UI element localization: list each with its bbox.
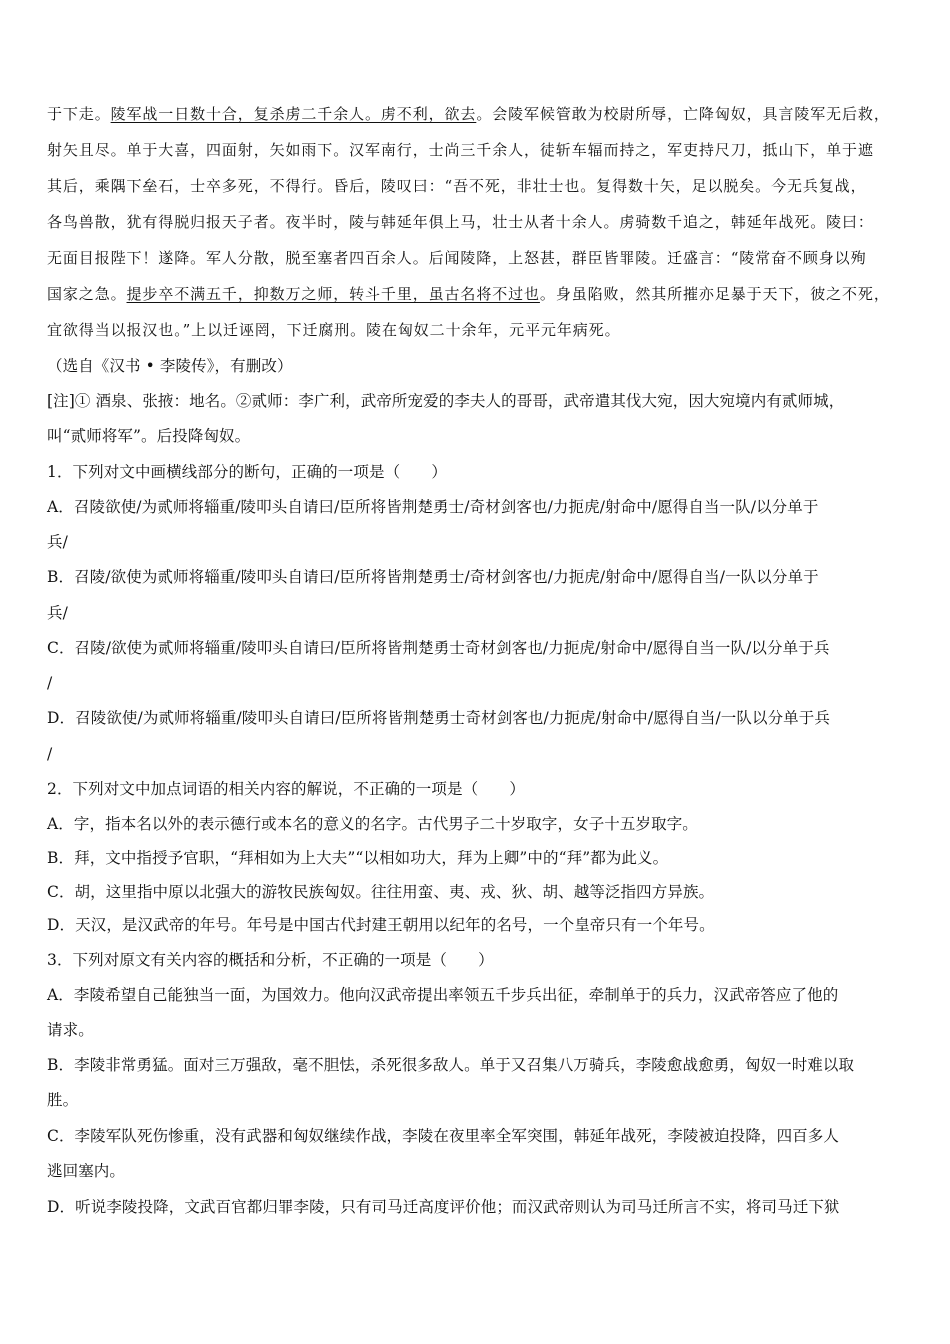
q2-option-b: B．拜，文中指授予官职，“拜相如为上大夫”“以相如功大，拜为上卿”中的“拜”都为此义。 <box>47 849 669 867</box>
passage-line-2: 射矢且尽。单于大喜，四面射，矢如雨下。汉军南行，士尚三千余人，徒斩车辐而持之，军吏持尺刀，抵山下，单于遮 <box>47 141 874 159</box>
underlined-sentence: 提步卒不满五千，抑数万之师，转斗千里，虽古名将不过也 <box>126 285 540 303</box>
note-line-2: 叫“贰师将军”。后投降匈奴。 <box>47 427 251 445</box>
q1-option-d: D．召陵欲使/为贰师将辎重/陵叩头自请曰/臣所将皆荆楚勇士奇材剑客也/力扼虎/射命中/愿得自当/一队以分单于兵 <box>47 709 830 727</box>
q3-option-c-cont: 逃回塞内。 <box>47 1162 126 1180</box>
q3-option-a: A．李陵希望自己能独当一面，为国效力。他向汉武帝提出率领五千步兵出征，牵制单于的兵力，汉武帝答应了他的 <box>47 986 839 1004</box>
passage-line-7: 宜欲得当以报汉也。”上以迁诬罔，下迁腐刑。陵在匈奴二十余年，元平元年病死。 <box>47 321 621 339</box>
q3-option-c: C．李陵军队死伤惨重，没有武器和匈奴继续作战，李陵在夜里率全军突围，韩延年战死，李陵被迫投降，四百多人 <box>47 1127 839 1145</box>
q3-option-b-cont: 胜。 <box>47 1091 79 1109</box>
q3-option-b: B．李陵非常勇猛。面对三万强敌，毫不胆怯，杀死很多敌人。单于又召集八万骑兵，李陵愈战愈勇，匈奴一时难以取 <box>47 1056 855 1074</box>
underlined-sentence: 陵军战一日数十合，复杀虏二千余人。虏不利，欲去 <box>110 105 477 123</box>
q1-option-a-cont: 兵/ <box>47 533 68 551</box>
q3-option-a-cont: 请求。 <box>47 1021 94 1039</box>
question-2-stem: 2．下列对文中加点词语的相关内容的解说，不正确的一项是（ ） <box>47 780 525 798</box>
passage-line-3: 其后，乘隅下垒石，士卒多死，不得行。昏后，陵叹曰：“吾不死，非壮士也。复得数十矢，足以脱矣。今无兵复战， <box>47 177 867 195</box>
question-3-stem: 3．下列对原文有关内容的概括和分析，不正确的一项是（ ） <box>47 951 494 969</box>
source-citation: （选自《汉书 • 李陵传》，有删改） <box>47 357 293 375</box>
q1-option-b: B．召陵/欲使为贰师将辎重/陵叩头自请曰/臣所将皆荆楚勇士/奇材剑客也/力扼虎/射命中/愿得自当/一队以分单于 <box>47 568 819 586</box>
q2-option-a: A．字，指本名以外的表示德行或本名的意义的名字。古代男子二十岁取字，女子十五岁取字。 <box>47 815 698 833</box>
q2-option-c: C．胡，这里指中原以北强大的游牧民族匈奴。往往用蛮、夷、戎、狄、胡、越等泛指四方异族。 <box>47 883 715 901</box>
passage-line-4: 各鸟兽散，犹有得脱归报天子者。夜半时，陵与韩延年俱上马，壮士从者十余人。虏骑数千追之，韩延年战死。陵曰： <box>47 213 874 231</box>
passage-line-6 <box>47 284 907 304</box>
passage-text: 国家之急。 <box>47 285 127 303</box>
q1-option-c: C．召陵/欲使为贰师将辎重/陵叩头自请曰/臣所将皆荆楚勇士奇材剑客也/力扼虎/射命中/愿得自当一队/以分单于兵 <box>47 639 830 657</box>
q3-option-d: D．听说李陵投降，文武百官都归罪李陵，只有司马迁高度评价他；而汉武帝则认为司马迁所言不实，将司马迁下狱 <box>47 1198 840 1216</box>
q1-option-b-cont: 兵/ <box>47 604 68 622</box>
q1-option-c-cont: / <box>47 674 53 692</box>
passage-line-5: 无面目报陛下！遂降。军人分散，脱至塞者四百余人。后闻陵降，上怒甚，群臣皆罪陵。迁盛言：“陵常奋不顾身以殉 <box>47 249 867 267</box>
question-1-stem: 1．下列对文中画横线部分的断句，正确的一项是（ ） <box>47 463 447 481</box>
passage-text: 。身虽陷败，然其所摧亦足暴于天下，彼之不死， <box>539 285 890 303</box>
passage-line-1 <box>47 104 907 124</box>
passage-text: 。会陵军候管敢为校尉所辱，亡降匈奴，具言陵军无后救， <box>476 105 890 123</box>
q1-option-d-cont: / <box>47 745 53 763</box>
passage-text: 于下走。 <box>47 105 111 123</box>
q2-option-d: D．天汉，是汉武帝的年号。年号是中国古代封建王朝用以纪年的名号，一个皇帝只有一个年号。 <box>47 916 715 934</box>
note-line-1: [注]① 酒泉、张掖：地名。②贰师：李广利，武帝所宠爱的李夫人的哥哥，武帝遣其伐大宛，因大宛境内有贰师城， <box>47 392 845 410</box>
q1-option-a: A．召陵欲使/为贰师将辎重/陵叩头自请曰/臣所将皆荆楚勇士/奇材剑客也/力扼虎/射命中/愿得自当一队/以分单于 <box>47 498 819 516</box>
